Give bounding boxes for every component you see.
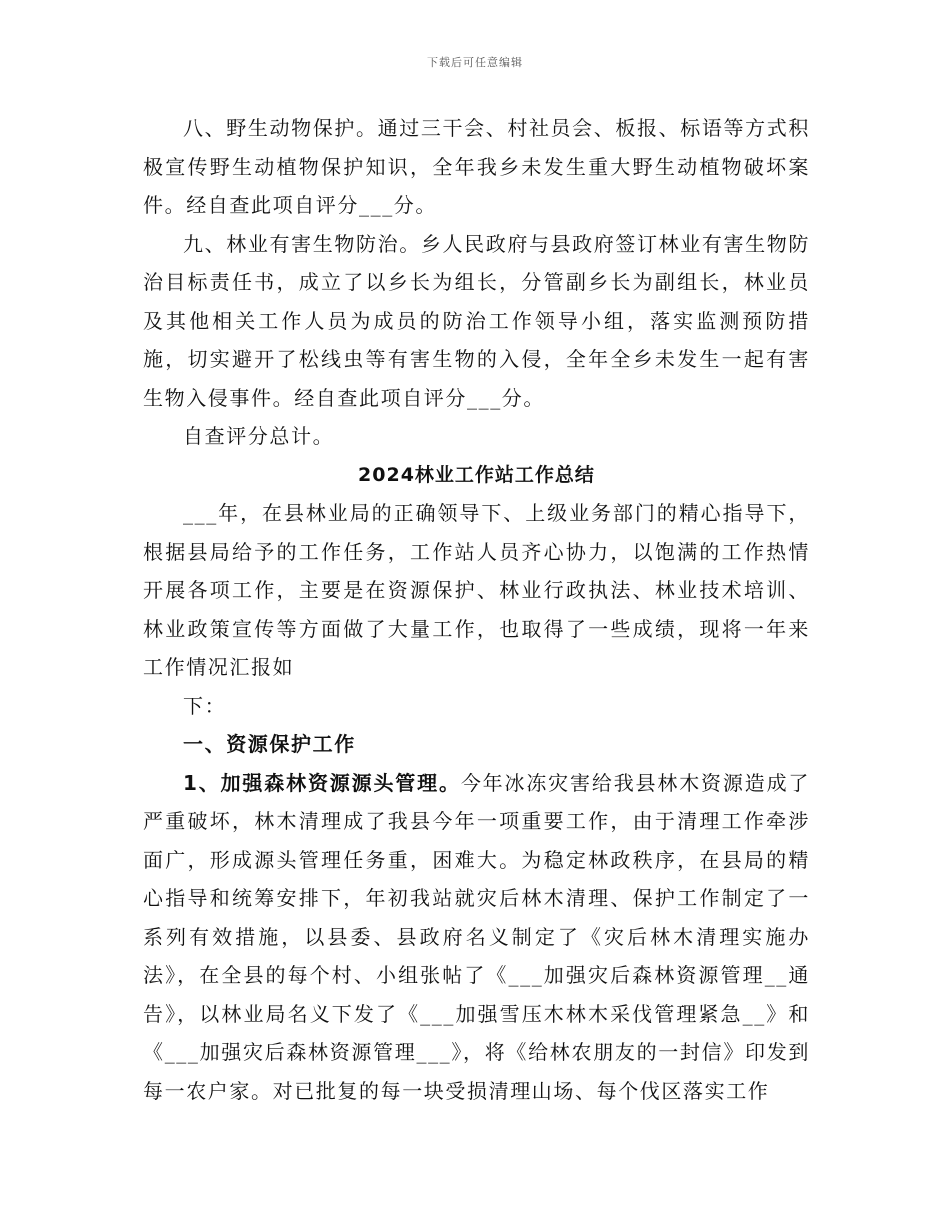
paragraph-source-management — [143, 764, 810, 1111]
paragraph-source-management-text: 今年冰冻灾害给我县林木资源造成了严重破坏，林木清理成了我县今年一项重要工作，由于清理工作牵涉面广，形成源头管理任务重，困难大。为稳定林政秩序，在县局的精心指导和统筹安排下，年初我站就灾后林木清理、保护工作制定了一系列有效措施，以县委、县政府名义制定了《灾后林木清理实施办法》，在全县的每个村、小组张帖了《___加强灾后森林资源管理__通告》，以林业局名义下发了《___加强雪压木林木采伐管理紧急__》和《___加强灾后森林资源管理___》，将《给林农朋友的一封信》印发到每一农户家。对已批复的每一块受损清理山场、每个伐区落实工作 — [143, 770, 811, 1103]
paragraph-intro-end: 下： — [183, 693, 227, 718]
document-title: 2024林业工作站工作总结 — [358, 463, 595, 486]
subheading-source-management: 1、加强森林资源源头管理。 — [183, 770, 461, 795]
paragraph-score-total: 自查评分总计。 — [183, 424, 335, 448]
paragraph-wildlife-protection: 八、野生动物保护。通过三干会、村社员会、板报、标语等方式积极宣传野生动植物保护知识，全年我乡未发生重大野生动植物破坏案件。经自查此项自评分___分。 — [143, 116, 810, 217]
page-header: 下载后可任意编辑 — [427, 56, 523, 69]
paragraph-pest-control: 九、林业有害生物防治。乡人民政府与县政府签订林业有害生物防治目标责任书，成立了以乡长为组长，分管副乡长为副组长，林业员及其他相关工作人员为成员的防治工作领导小组，落实监测预防措施，切实避开了松线虫等有害生物的入侵，全年全乡未发生一起有害生物入侵事件。经自查此项自评分___分。 — [143, 231, 810, 410]
paragraph-intro: ___年，在县林业局的正确领导下、上级业务部门的精心指导下，根据县局给予的工作任务，工作站人员齐心协力，以饱满的工作热情开展各项工作，主要是在资源保护、林业行政执法、林业技术培训、林业政策宣传等方面做了大量工作，也取得了一些成绩，现将一年来工作情况汇报如 — [143, 501, 810, 679]
section-heading-resource-protection: 一、资源保护工作 — [183, 732, 356, 756]
document-body — [143, 109, 810, 1110]
